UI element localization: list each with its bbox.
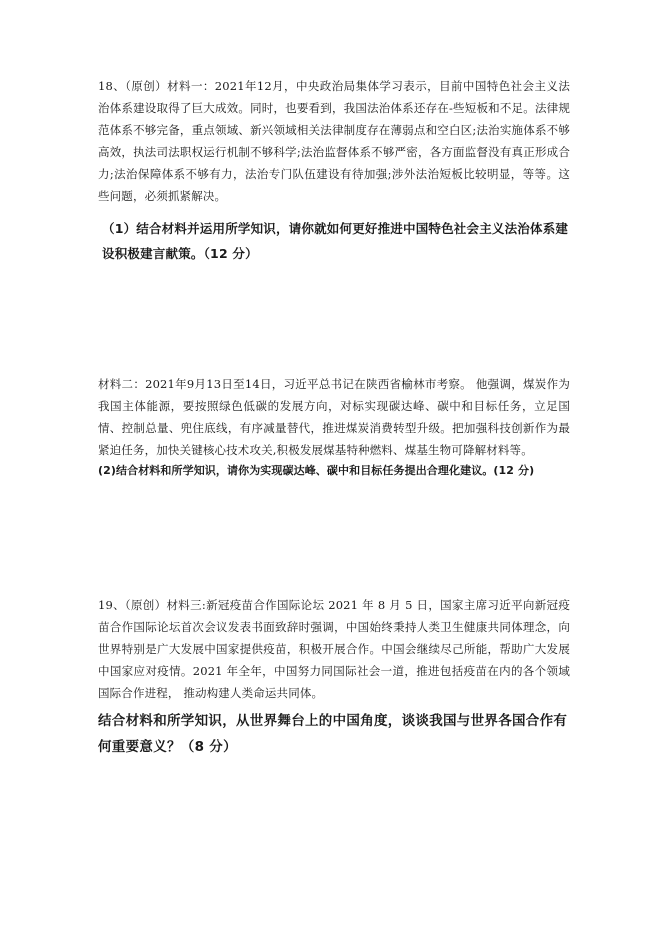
question-18-part-1-text: （1）结合材料并运用所学知识，请你就如何更好推进中国特色社会主义法治体系建设积极建言献策。（12 分） — [102, 221, 569, 261]
question-18-material-2 — [98, 373, 570, 461]
question-18-part-2-text: (2)结合材料和所学知识，请你为实现碳达峰、碳中和目标任务提出合理化建议。(12 分) — [98, 464, 535, 477]
question-19-text: 结合材料和所学知识，从世界舞台上的中国角度，谈谈我国与世界各国合作有何重要意义？（8 分） — [98, 713, 568, 755]
material-2-text: 材料二：2021年9月13日至14日，习近平总书记在陕西省榆林市考察。 他强调，煤炭作为我国主体能源，要按照绿色低碳的发展方向，对标实现碳达峰、碳中和目标任务，立足国情、控制总量、兜住底线，有序减量替代，推进煤炭消费转型升级。把加强科技创新作为最紧迫任务，加快关键核心技术攻关,积极发展煤基特种燃料、煤基生物可降解材料等。 — [98, 377, 570, 457]
material-3-text: 19、（原创）材料三:新冠疫苗合作国际论坛 2021 年 8 月 5 日，国家主席习近平向新冠疫苗合作国际论坛首次会议发表书面致辞时强调，中国始终秉持人类卫生健康共同体理念，向世界特别是广大发展中国家提供疫苗，积极开展合作。中国会继续尽己所能，帮助广大发展中国家应对疫情。2021 年全年，中国努力同国际社会一道，推进包括疫苗在内的各个领域国际合作进程， 推动构建人类命运共同体。 — [98, 598, 570, 700]
question-18-part-2 — [98, 460, 570, 482]
material-1-text: 18、（原创）材料一：2021年12月，中央政治局集体学习表示，目前中国特色社会主义法治体系建设取得了巨大成效。同时，也要看到，我国法治体系还存在-些短板和不足。法律规范体系不够完备，重点领域、新兴领域相关法律制度存在薄弱点和空白区;法治实施体系不够高效，执法司法职权运行机制不够科学;法治监督体系不够严密，各方面监督没有真正形成合力;法治保障体系不够有力，法治专门队伍建设有待加强;涉外法治短板比较明显，等等。这些问题，必须抓紧解决。 — [98, 79, 570, 203]
question-18-part-1 — [102, 216, 572, 266]
question-19-material-3 — [98, 594, 570, 704]
question-18-material-1 — [98, 75, 570, 207]
question-19-prompt — [98, 708, 570, 760]
